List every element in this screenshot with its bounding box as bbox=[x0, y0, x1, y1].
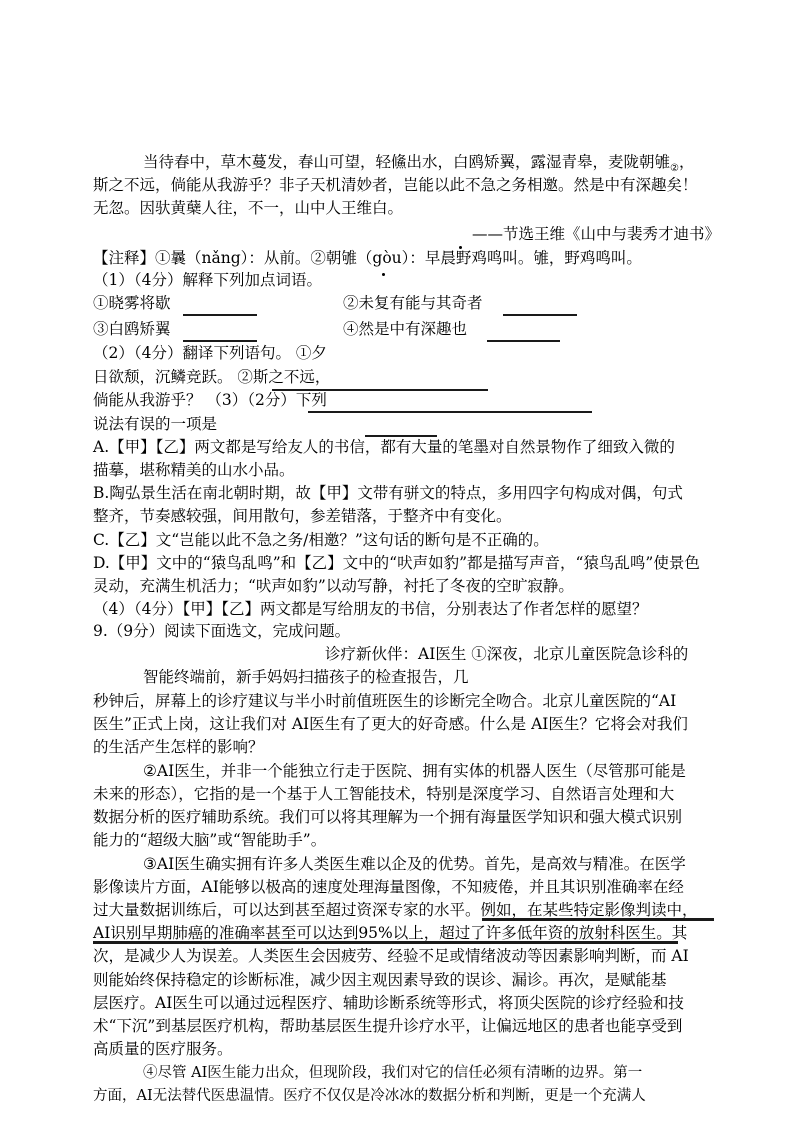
annotation-text: ①曩（nǎng）：从前。②朝雊（gòu）：早晨野鸡鸣叫。雊，野鸡鸣叫。 bbox=[155, 249, 642, 267]
option-d-line-2: 灵动，充满生机活力；“吠声如豹”以动写静，衬托了冬夜的空旷寂静。 bbox=[93, 577, 574, 595]
question-1-item-a: ①晓雾将歇 bbox=[93, 294, 171, 312]
option-b-line-1: B.陶弘景生活在南北朝时期，故【甲】文带有骈文的特点，多用四字句构成对偶，句式 bbox=[93, 484, 683, 502]
note-marker: ② bbox=[670, 163, 679, 175]
answer-blank-translation-2[interactable] bbox=[308, 411, 592, 413]
underline-marker bbox=[93, 941, 678, 944]
article-line: ②AI医生，并非一个能独立行走于医院、拥有实体的机器人医生（尽管那可能是 bbox=[143, 762, 686, 780]
article-line: ④尽管 AI医生能力出众，但现阶段，我们对它的信任必须有清晰的边界。第一 bbox=[143, 1065, 643, 1081]
article-line: 则能始终保持稳定的诊断标准，减少因主观因素导致的误诊、漏诊。再次，是赋能基 bbox=[93, 971, 667, 989]
article-line: 数据分析的医疗辅助系统。我们可以将其理解为一个拥有海量医学知识和强大模式识别 bbox=[93, 808, 683, 826]
passage-line-3: 无忽。因驮黄蘖人往，不一，山中人王维白。 bbox=[93, 199, 404, 217]
question-2-line-3 bbox=[93, 389, 327, 411]
underlined-sentence: AI识别早期肺癌的准确率甚至可以达到95%以上，超过了许多低年资的放射科医生 bbox=[93, 924, 657, 942]
answer-blank-a[interactable] bbox=[183, 314, 257, 316]
article-text: 过大量数据训练后，可以达到甚至超过资深专家的水平。 bbox=[93, 901, 481, 919]
passage-line-2: 斯之不远，倘能从我游乎？非子天机清妙者，岂能以此不急之务相邀。然是中有深趣矣！ bbox=[93, 176, 698, 194]
underlined-sentence: 例如，在某些特定影像判读中， bbox=[480, 901, 698, 919]
question-3-lead: 下列 bbox=[295, 391, 327, 409]
question-4: （4）（4分）【甲】【乙】两文都是写给朋友的书信，分别表达了作者怎样的愿望？ bbox=[93, 600, 648, 618]
passage-source: ——节选王维《山中与裴秀才迪书》 bbox=[472, 225, 721, 243]
article-line: 方面，AI无法替代医患温情。医疗不仅仅是冷冰冰的数据分析和判断，更是一个充满人 bbox=[93, 1088, 646, 1104]
annotation-note bbox=[93, 247, 642, 269]
article-line: 医生”正式上岗，这让我们对 AI医生有了更大的好奇感。什么是 AI医生？它将会对我们 bbox=[93, 715, 688, 733]
article-title-line: 诊疗新伙伴：AI医生 ①深夜，北京儿童医院急诊科的 bbox=[325, 645, 689, 663]
question-1-item-c: ③白鸥矫翼 bbox=[93, 320, 171, 338]
article-line: 层医疗。AI医生可以通过远程医疗、辅助诊断系统等形式，将顶尖医院的诊疗经验和技 bbox=[93, 994, 684, 1012]
article-line: 高质量的医疗服务。 bbox=[93, 1040, 233, 1058]
passage-text: ， bbox=[678, 153, 695, 171]
article-line: ③AI医生确实拥有许多人类医生难以企及的优势。首先，是高效与精准。在医学 bbox=[143, 855, 686, 873]
emphasis-dot bbox=[459, 246, 462, 249]
article-line: 秒钟后，屏幕上的诊疗建议与半小时前值班医生的诊断完全吻合。北京儿童医院的“AI bbox=[93, 692, 677, 710]
annotation-label: 【注释】 bbox=[93, 249, 156, 267]
option-b-line-2: 整齐，节奏感较强，间用散句，参差错落，于整齐中有变化。 bbox=[93, 507, 512, 525]
option-d-line-1: D.【甲】文中的“猿鸟乱鸣”和【乙】文中的“吠声如豹”都是描写声音，“猿鸟乱鸣”使景色 bbox=[93, 554, 700, 572]
option-a-line-2: 描摹，堪称精美的山水小品。 bbox=[93, 461, 295, 479]
option-c: C.【乙】文“岂能以此不急之务/相邀？”这句话的断句是不正确的。 bbox=[93, 531, 549, 549]
article-line: 能力的“超级大脑”或“智能助手”。 bbox=[93, 831, 327, 849]
article-line: 次，是减少人为误差。人类医生会因疲劳、经验不足或情绪波动等因素影响判断，而 AI bbox=[93, 947, 689, 965]
question-2-line-2: 日欲颓，沉鳞竞跃。 ②斯之不远， bbox=[93, 368, 331, 386]
article-line: 术“下沉”到基层医疗机构，帮助基层医生提升诊疗水平，让偏远地区的患者也能享受到 bbox=[93, 1017, 683, 1035]
question-1-item-b: ②未复有能与其奇者 bbox=[343, 294, 483, 312]
answer-blank-d[interactable] bbox=[487, 340, 560, 342]
option-a-line-1: A.【甲】【乙】两文都是写给友人的书信，都有大量的笔墨对自然景物作了细致入微的 bbox=[93, 438, 675, 456]
question-1-stem: （1）（4分）解释下列加点词语。 bbox=[93, 271, 322, 289]
emphasis-dot bbox=[382, 273, 385, 276]
article-line: 的生活产生怎样的影响？ bbox=[93, 738, 264, 756]
question-1-item-d: ④然是中有深趣也 bbox=[343, 320, 468, 338]
question-2-line-1: （2）（4分）翻译下列语句。 ①夕 bbox=[93, 344, 327, 362]
question-2-text: 倘能从我游乎？ （3）（2分） bbox=[93, 391, 296, 409]
question-9-stem: 9.（9分）阅读下面选文，完成问题。 bbox=[93, 622, 351, 640]
article-line: 未来的形态），它指的是一个基于人工智能技术，特别是深度学习、自然语言处理和大 bbox=[93, 785, 675, 803]
answer-blank-b[interactable] bbox=[503, 314, 577, 316]
article-text: 。其 bbox=[656, 924, 688, 942]
underline-marker bbox=[482, 918, 714, 921]
article-line: 智能终端前，新手妈妈扫描孩子的检查报告，几 bbox=[143, 668, 469, 686]
passage-text: 当待春中，草木蔓发，春山可望，轻鯈出水，白鸥矫翼，露湿青皋，麦陇朝雊 bbox=[143, 153, 671, 171]
question-3-stem: 说法有误的一项是 bbox=[93, 415, 218, 433]
article-line: 影像读片方面，AI能够以极高的速度处理海量图像，不知疲倦，并且其识别准确率在经 bbox=[93, 878, 684, 896]
